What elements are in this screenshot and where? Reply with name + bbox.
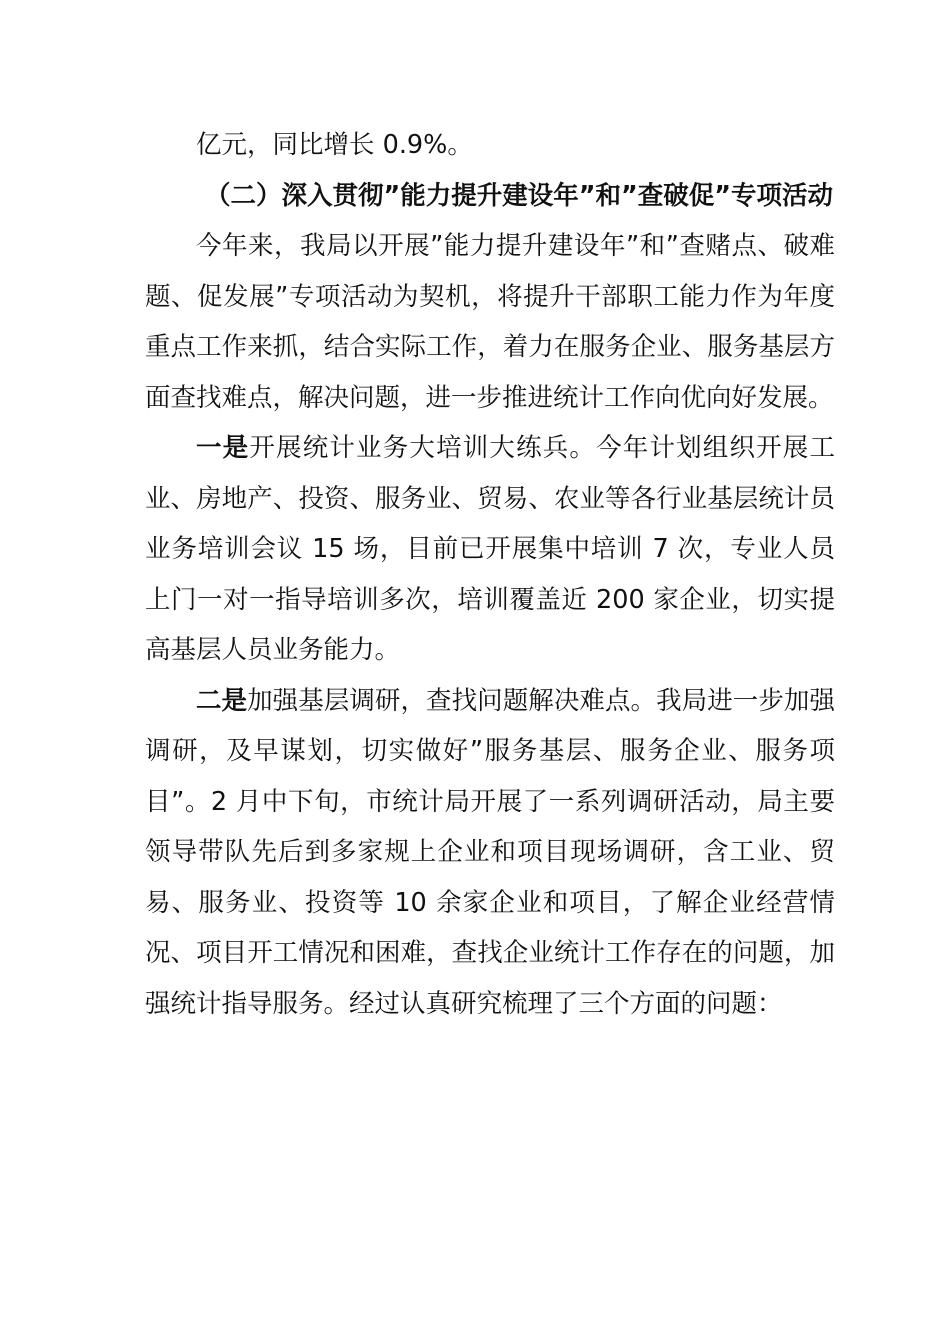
paragraph-item-one [145,423,835,676]
paragraph-item-two-text: 加强基层调研，查找问题解决难点。我局进一步加强调研，及早谋划，切实做好”服务基层、服务企业、服务项目”。2 月中下旬，市统计局开展了一系列调研活动，局主要领导带队先后到多家规上企业和项目现场调研，含工业、贸易、服务业、投资等 10 余家企业和项目，了解企业经营情况、项目开工情况和困难，查找企业统计工作存在的问题，加强统计指导服务。经过认真研究梳理了三个方面的问题： [145,685,835,1019]
paragraph-continuation: 亿元，同比增长 0.9%。 [196,130,473,160]
paragraph-item-two [145,676,835,1030]
paragraph-item-one-text: 开展统计业务大培训大练兵。今年计划组织开展工业、房地产、投资、服务业、贸易、农业等各行业基层统计员业务培训会议 15 场，目前已开展集中培训 7 次，专业人员上门一对一指导培训多次，培训覆盖近 200 家企业，切实提高基层人员业务能力。 [145,433,835,665]
paragraph-intro: 今年来，我局以开展”能力提升建设年”和”查赌点、破难题、促发展”专项活动为契机，将提升干部职工能力作为年度重点工作来抓，结合实际工作，着力在服务企业、服务基层方面查找难点，解决问题，进一步推进统计工作向优向好发展。 [145,231,835,413]
document-body [145,120,835,1029]
section-heading: （二）深入贯彻”能力提升建设年”和”查破促”专项活动 [205,180,834,211]
paragraph-item-one-lead: 一是 [196,433,250,463]
paragraph-item-two-lead: 二是 [196,685,248,716]
